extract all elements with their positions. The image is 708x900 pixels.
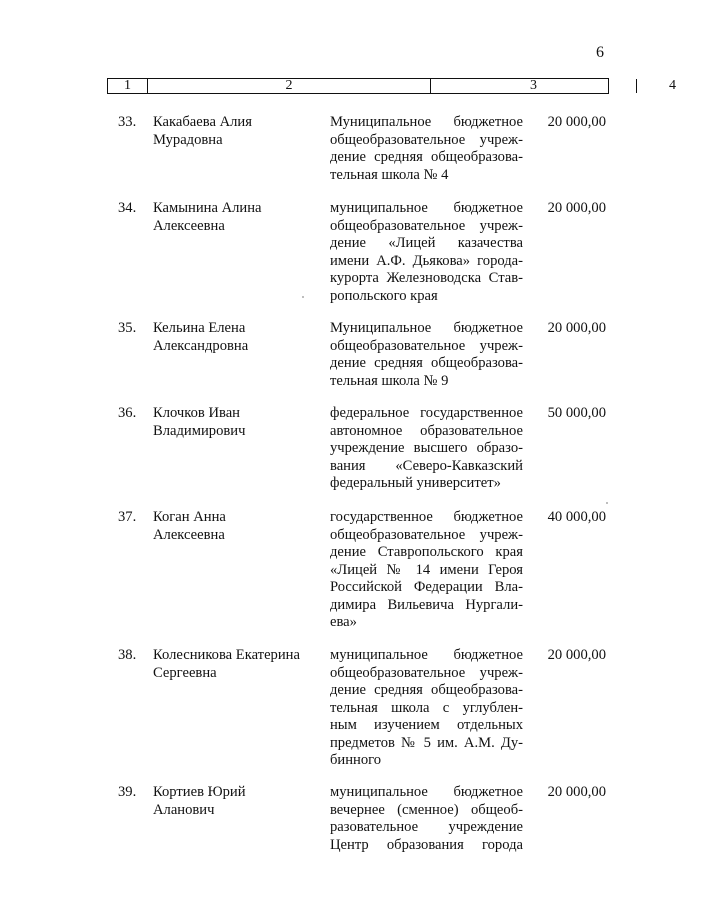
recipient-name (153, 320, 323, 355)
organization (330, 114, 523, 184)
org-line: общеобразовательное учреж- (330, 664, 523, 681)
org-line: имени А.Ф. Дьякова» города- (330, 252, 523, 269)
organization (330, 647, 523, 770)
org-line: ным изучением отдельных (330, 717, 523, 733)
organization (330, 784, 523, 854)
org-line: предметов № 5 им. А.М. Ду- (330, 734, 523, 751)
amount: 20 000,00 (547, 114, 606, 130)
name-line: Кельина Елена (153, 320, 246, 336)
name-line: Алексеевна (153, 526, 225, 543)
recipient-name (153, 647, 323, 682)
org-line: общеобразовательное учреж- (330, 337, 523, 354)
org-line: курорта Железноводска Став- (330, 270, 523, 286)
recipient-name (153, 405, 323, 440)
org-line: Центр образования города (330, 836, 523, 853)
organization (330, 405, 523, 493)
name-line: Какабаева Алия (153, 114, 252, 130)
org-line: общеобразовательное учреж- (330, 526, 523, 543)
org-line: Российской Федерации Вла- (330, 579, 523, 595)
org-line: государственное бюджетное (330, 509, 523, 525)
header-col-1: 1 (108, 79, 148, 93)
recipient-name (153, 509, 323, 544)
org-line: муниципальное бюджетное (330, 784, 523, 800)
amount: 40 000,00 (547, 509, 606, 525)
org-line: тельная школа с углублен- (330, 699, 523, 716)
recipient-name (153, 784, 323, 819)
org-line: димира Вильевича Нургали- (330, 596, 523, 613)
amount: 20 000,00 (547, 320, 606, 336)
name-line: Алексеевна (153, 217, 225, 234)
name-line: Коган Анна (153, 509, 226, 525)
org-line: общеобразовательное учреж- (330, 217, 523, 234)
row-number: 35. (118, 320, 137, 336)
org-line: тельная школа № 4 (330, 166, 449, 183)
org-line: федеральный университет» (330, 475, 501, 491)
org-line: дение средняя общеобразова- (330, 355, 523, 371)
name-line: Владимирович (153, 422, 246, 439)
name-line: Колесникова Екатерина (153, 647, 300, 663)
row-number: 37. (118, 509, 137, 525)
org-line: муниципальное бюджетное (330, 647, 523, 663)
recipient-name (153, 114, 323, 149)
name-line: Кортиев Юрий (153, 784, 246, 800)
org-line: дение средняя общеобразова- (330, 149, 523, 165)
table-header (107, 78, 676, 94)
recipient-name (153, 200, 323, 235)
header-col-3: 3 (431, 79, 637, 93)
scan-speck (302, 296, 304, 298)
org-line: дение средняя общеобразова- (330, 682, 523, 698)
org-line: Муниципальное бюджетное (330, 114, 523, 130)
amount: 20 000,00 (547, 784, 606, 800)
org-line: учреждение высшего образо- (330, 440, 523, 456)
page-number: 6 (596, 44, 604, 61)
header-col-2: 2 (148, 79, 431, 93)
row-number: 33. (118, 114, 137, 130)
row-number: 34. (118, 200, 137, 216)
org-line: дение «Лицей казачества (330, 235, 523, 251)
organization (330, 320, 523, 390)
org-line: бинного (330, 752, 382, 768)
org-line: муниципальное бюджетное (330, 200, 523, 216)
org-line: вечернее (сменное) общеоб- (330, 801, 523, 818)
name-line: Мурадовна (153, 131, 223, 148)
name-line: Клочков Иван (153, 405, 240, 421)
header-col-4: 4 (669, 78, 676, 93)
scan-speck (606, 502, 608, 504)
org-line: ропольского края (330, 287, 438, 304)
row-number: 38. (118, 647, 137, 663)
amount: 20 000,00 (547, 200, 606, 216)
org-line: ева» (330, 614, 357, 630)
row-number: 36. (118, 405, 137, 421)
name-line: Камынина Алина (153, 200, 262, 216)
org-line: Муниципальное бюджетное (330, 320, 523, 336)
org-line: вания «Северо-Кавказский (330, 457, 523, 474)
amount: 50 000,00 (547, 405, 606, 421)
name-line: Сергеевна (153, 664, 217, 681)
org-line: разовательное учреждение (330, 819, 523, 835)
name-line: Аланович (153, 801, 215, 818)
name-line: Александровна (153, 337, 249, 354)
org-line: дение Ставропольского края (330, 544, 523, 560)
org-line: тельная школа № 9 (330, 372, 449, 389)
amount: 20 000,00 (547, 647, 606, 663)
org-line: федеральное государственное (330, 405, 523, 421)
org-line: общеобразовательное учреж- (330, 131, 523, 148)
org-line: автономное образовательное (330, 422, 523, 439)
org-line: «Лицей № 14 имени Героя (330, 561, 523, 578)
row-number: 39. (118, 784, 137, 800)
organization (330, 509, 523, 632)
organization (330, 200, 523, 305)
